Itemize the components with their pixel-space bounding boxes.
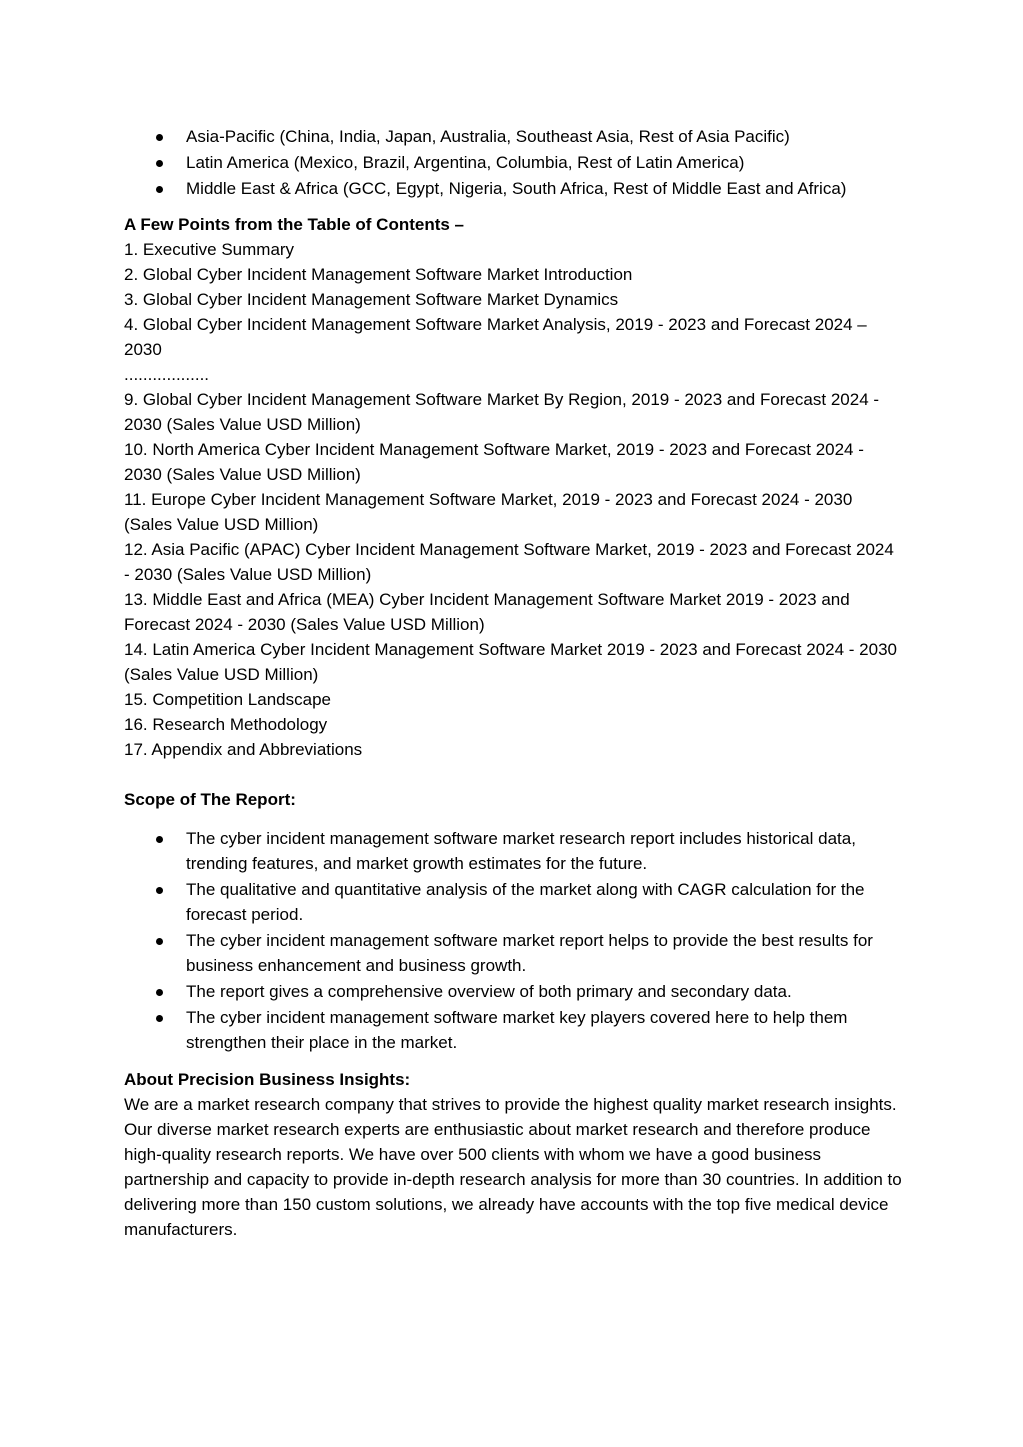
- bullet-icon: [156, 989, 163, 996]
- regions-list: [124, 124, 902, 201]
- toc-item: 11. Europe Cyber Incident Management Software Market, 2019 - 2023 and Forecast 2024 - 2030 (Sales Value USD Million): [124, 490, 853, 534]
- bullet-icon: [156, 938, 163, 945]
- list-item: [124, 124, 902, 149]
- list-item-text: The qualitative and quantitative analysis of the market along with CAGR calculation for the forecast period.: [186, 880, 865, 924]
- bullet-icon: [156, 186, 163, 193]
- list-item: [124, 877, 902, 927]
- about-heading: About Precision Business Insights:: [124, 1070, 411, 1089]
- toc-list: [124, 237, 902, 762]
- document-page: [124, 124, 902, 1242]
- toc-item: 13. Middle East and Africa (MEA) Cyber Incident Management Software Market 2019 - 2023 and Forecast 2024 - 2030 (Sales Value USD Million): [124, 590, 850, 634]
- toc-item: 10. North America Cyber Incident Management Software Market, 2019 - 2023 and Forecast 2024 - 2030 (Sales Value USD Million): [124, 440, 864, 484]
- list-item-text: The cyber incident management software market key players covered here to help them strengthen their place in the market.: [186, 1008, 848, 1052]
- list-item-text: Middle East & Africa (GCC, Egypt, Nigeria, South Africa, Rest of Middle East and Africa): [186, 179, 847, 198]
- toc-item: 4. Global Cyber Incident Management Software Market Analysis, 2019 - 2023 and Forecast 2024 – 2030: [124, 315, 867, 359]
- toc-item: 9. Global Cyber Incident Management Software Market By Region, 2019 - 2023 and Forecast 2024 - 2030 (Sales Value USD Million): [124, 390, 880, 434]
- toc-item: 1. Executive Summary: [124, 240, 295, 259]
- toc-item: 2. Global Cyber Incident Management Software Market Introduction: [124, 265, 633, 284]
- bullet-icon: [156, 134, 163, 141]
- toc-heading: A Few Points from the Table of Contents –: [124, 215, 465, 234]
- bullet-icon: [156, 160, 163, 167]
- list-item: [124, 176, 902, 201]
- list-item: [124, 979, 902, 1004]
- list-item: [124, 150, 902, 175]
- toc-item: ..................: [124, 365, 210, 384]
- toc-item: 16. Research Methodology: [124, 715, 328, 734]
- list-item-text: The report gives a comprehensive overview of both primary and secondary data.: [186, 982, 792, 1001]
- scope-list: [124, 826, 902, 1055]
- list-item: [124, 928, 902, 978]
- bullet-icon: [156, 887, 163, 894]
- bullet-icon: [156, 836, 163, 843]
- list-item: [124, 1005, 902, 1055]
- toc-item: 12. Asia Pacific (APAC) Cyber Incident Management Software Market, 2019 - 2023 and Forecast 2024 - 2030 (Sales Value USD Million): [124, 540, 894, 584]
- about-paragraph: We are a market research company that strives to provide the highest quality market research insights. Our diverse market research experts are enthusiastic about market research and therefore produce high-quality research reports. We have over 500 clients with whom we have a good business partnership and capacity to provide in-depth research analysis for more than 30 countries. In addition to delivering more than 150 custom solutions, we already have accounts with the top five medical device manufacturers.: [124, 1095, 902, 1239]
- list-item-text: Latin America (Mexico, Brazil, Argentina, Columbia, Rest of Latin America): [186, 153, 745, 172]
- list-item-text: The cyber incident management software market research report includes historical data, trending features, and market growth estimates for the future.: [186, 829, 856, 873]
- toc-item: 17. Appendix and Abbreviations: [124, 740, 363, 759]
- toc-item: 14. Latin America Cyber Incident Management Software Market 2019 - 2023 and Forecast 2024 - 2030 (Sales Value USD Million): [124, 640, 898, 684]
- bullet-icon: [156, 1015, 163, 1022]
- list-item-text: Asia-Pacific (China, India, Japan, Australia, Southeast Asia, Rest of Asia Pacific): [186, 127, 790, 146]
- toc-item: 3. Global Cyber Incident Management Software Market Dynamics: [124, 290, 619, 309]
- scope-heading: Scope of The Report:: [124, 790, 296, 809]
- list-item: [124, 826, 902, 876]
- toc-item: 15. Competition Landscape: [124, 690, 331, 709]
- list-item-text: The cyber incident management software market report helps to provide the best results for business enhancement and business growth.: [186, 931, 873, 975]
